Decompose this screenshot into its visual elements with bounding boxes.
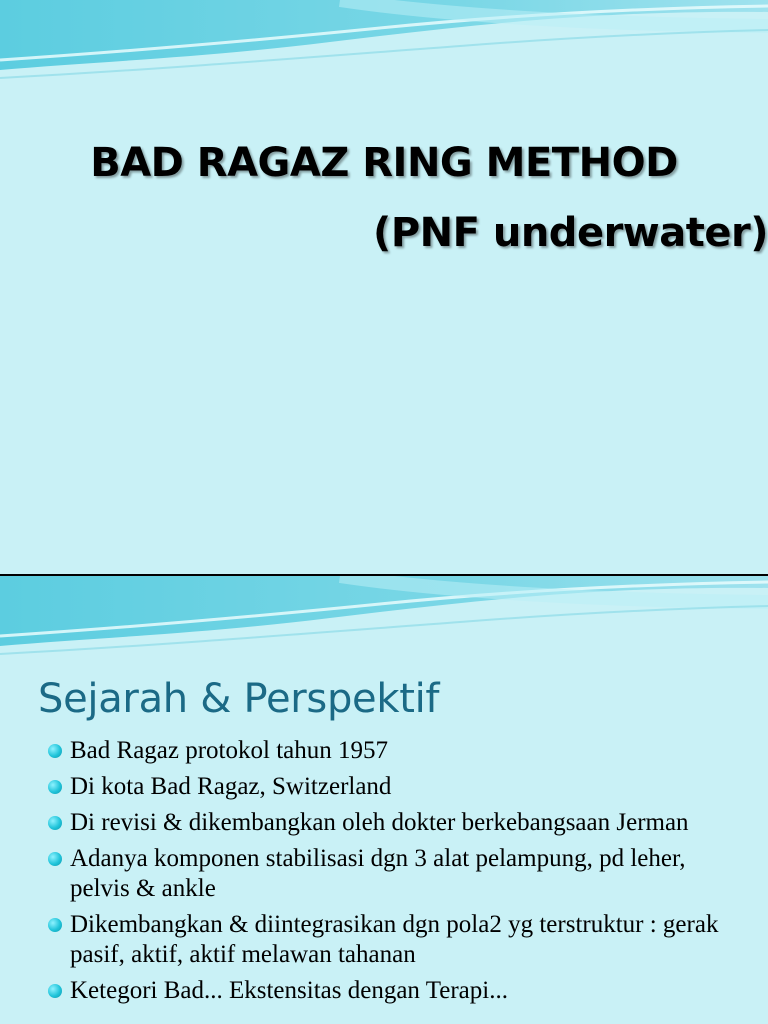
bullet-item: Di revisi & dikembangkan oleh dokter berkebangsaan Jerman [46, 808, 746, 838]
slide-title-line1: BAD RAGAZ RING METHOD [90, 140, 678, 186]
content-slide [0, 576, 768, 1024]
wave-header-decoration [0, 576, 768, 666]
slide-title-line2: (PNF underwater) [373, 210, 768, 256]
bullet-item: Bad Ragaz protokol tahun 1957 [46, 736, 746, 766]
bullet-item: Adanya komponen stabilisasi dgn 3 alat pelampung, pd leher, pelvis & ankle [46, 844, 746, 904]
slide-heading: Sejarah & Perspektif [38, 676, 440, 722]
bullet-list [46, 736, 746, 1012]
bullet-item: Di kota Bad Ragaz, Switzerland [46, 772, 746, 802]
wave-header-decoration [0, 0, 768, 90]
bullet-item: Ketegori Bad... Ekstensitas dengan Terapi... [46, 976, 746, 1006]
bullet-item: Dikembangkan & diintegrasikan dgn pola2 yg terstruktur : gerak pasif, aktif, aktif melawan tahanan [46, 910, 746, 970]
